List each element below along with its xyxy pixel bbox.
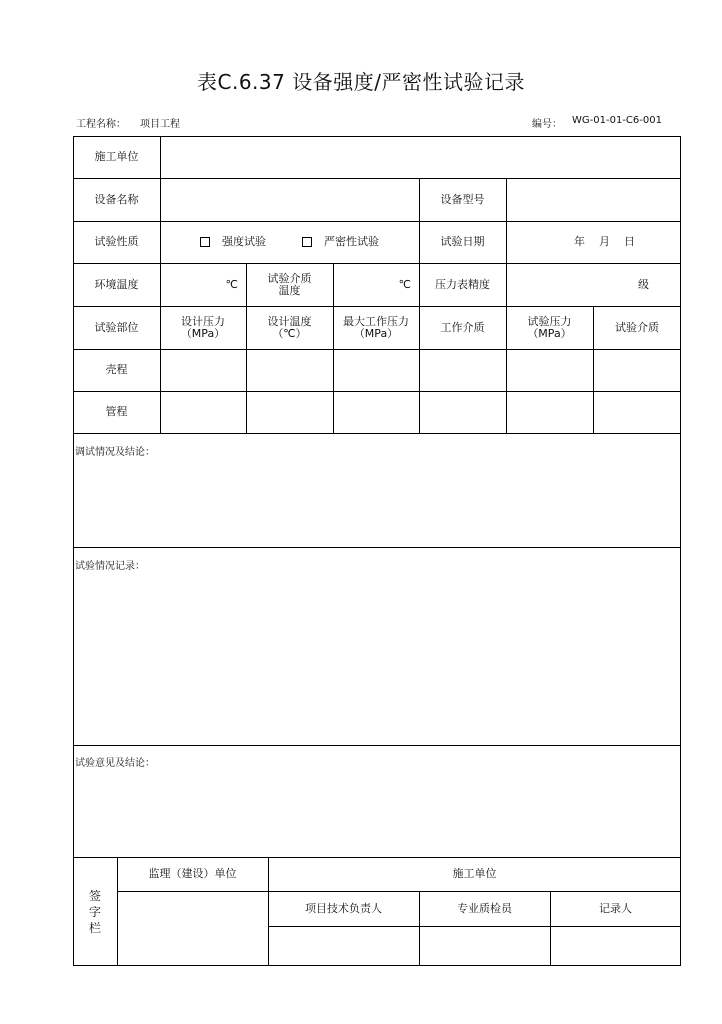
header-line1: 试验压力 (527, 314, 572, 328)
quality-inspector-label: 专业质检员 (457, 901, 512, 915)
tightness-test-label: 严密性试验 (324, 235, 379, 248)
shell-side-label: 壳程 (105, 363, 128, 376)
medium-temp-field[interactable]: ℃ (398, 277, 411, 291)
test-date-label: 试验日期 (440, 235, 485, 248)
grid-line (73, 547, 681, 548)
grid-line (73, 349, 681, 350)
medium-temp-label-line1: 试验介质 (267, 271, 312, 285)
header-line2: （MPa） (353, 326, 399, 340)
grid-line (73, 745, 681, 746)
debug-conclusion-label: 调试情况及结论： (75, 447, 155, 458)
test-date-field[interactable]: 年 月 日 (574, 235, 635, 248)
header-line2: （℃） (272, 326, 307, 340)
medium-temp-label (246, 263, 333, 306)
grid-line (73, 433, 681, 434)
gauge-accuracy-label: 压力表精度 (435, 277, 490, 291)
tube-side-label: 管程 (105, 405, 128, 418)
construction-unit-field[interactable] (160, 136, 681, 178)
header-line2: （MPa） (180, 326, 226, 340)
grid-line (73, 391, 681, 392)
design-pressure-header (160, 306, 246, 349)
equipment-model-field[interactable] (506, 178, 681, 221)
test-opinion-label: 试验意见及结论： (75, 758, 155, 769)
equipment-model-label: 设备型号 (440, 192, 485, 206)
strength-test-label: 强度试验 (222, 235, 266, 248)
working-medium-header: 工作介质 (440, 320, 485, 334)
grid-line (268, 926, 681, 927)
test-part-label: 试验部位 (94, 320, 139, 334)
recorder-label: 记录人 (599, 901, 632, 915)
equipment-name-label: 设备名称 (94, 192, 139, 206)
header-line1: 设计压力 (181, 314, 225, 328)
test-pressure-header (506, 306, 593, 349)
gauge-accuracy-field[interactable]: 级 (638, 277, 649, 291)
signature-column-label: 签 字 栏 (88, 888, 101, 935)
tightness-test-checkbox[interactable] (302, 237, 312, 247)
header-line1: 最大工作压力 (343, 314, 409, 328)
strength-test-checkbox[interactable] (200, 237, 210, 247)
design-temp-header (246, 306, 333, 349)
page-title: 表C.6.37 设备强度/严密性试验记录 (197, 70, 525, 94)
medium-temp-label-line2: 温度 (278, 283, 301, 297)
code-value: WG-01-01-C6-001 (572, 115, 662, 126)
construction-unit-label: 施工单位 (94, 150, 139, 163)
equipment-name-field[interactable] (160, 178, 419, 221)
header-line2: （MPa） (527, 326, 572, 340)
tech-lead-label: 项目技术负责人 (305, 901, 382, 915)
header-line1: 设计温度 (267, 314, 312, 328)
ambient-temp-field[interactable]: ℃ (225, 277, 238, 291)
project-name-label: 工程名称： (76, 119, 126, 130)
project-name-value: 项目工程 (140, 119, 180, 130)
ambient-temp-label: 环境温度 (94, 277, 139, 291)
construction-unit-signature-label: 施工单位 (452, 867, 497, 880)
test-record-label: 试验情况记录： (75, 561, 145, 572)
max-working-pressure-header (333, 306, 419, 349)
supervision-unit-label: 监理（建设）单位 (148, 867, 237, 880)
test-nature-label: 试验性质 (94, 235, 139, 248)
test-nature-options (160, 221, 419, 263)
test-medium-header: 试验介质 (615, 320, 659, 334)
code-label: 编号： (532, 119, 562, 130)
